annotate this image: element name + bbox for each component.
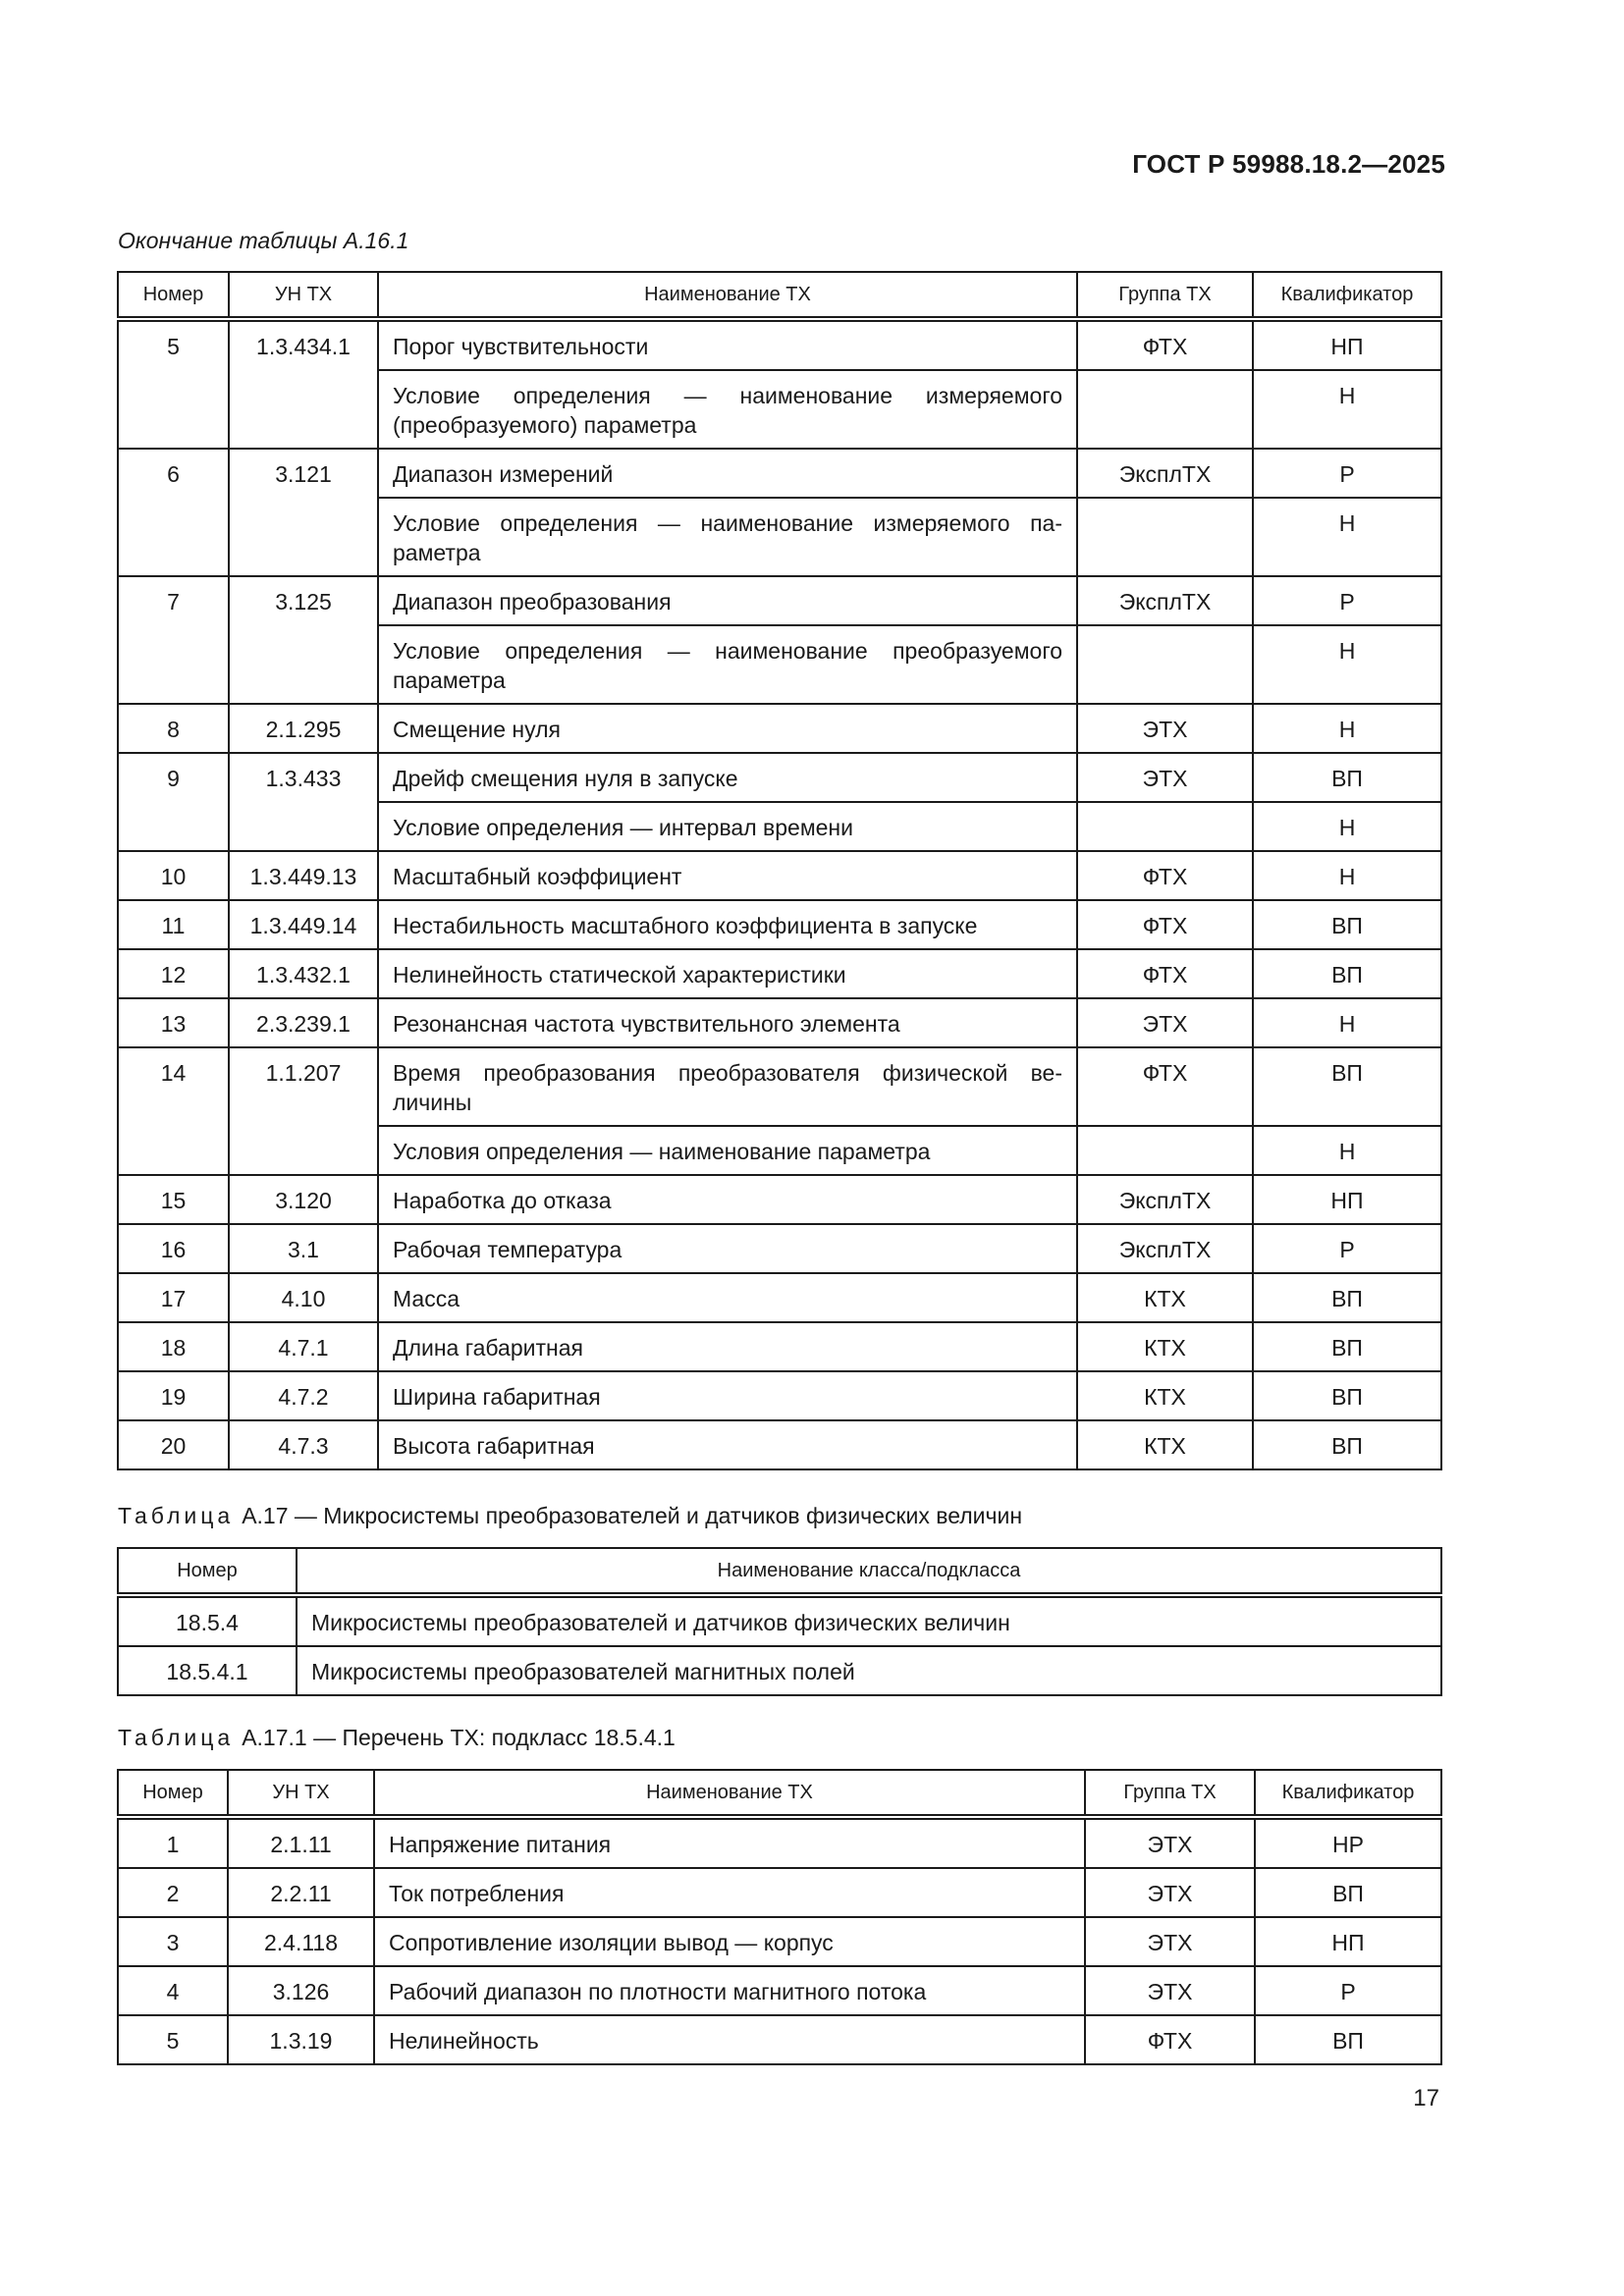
table-header-row bbox=[118, 1770, 1441, 1817]
char-group: ЭТХ bbox=[1085, 1917, 1255, 1966]
char-qualifier: Н bbox=[1253, 851, 1441, 900]
char-name: Условие определения — наименование преобразуемого параметра bbox=[378, 625, 1077, 704]
char-qualifier: ВП bbox=[1253, 1420, 1441, 1469]
char-group: ФТХ bbox=[1077, 851, 1253, 900]
table-a17 bbox=[117, 1547, 1442, 1696]
table-row bbox=[118, 1224, 1441, 1273]
char-code: 1.3.433 bbox=[229, 753, 378, 851]
column-header: Номер bbox=[118, 1548, 297, 1595]
char-group: ЭксплТХ bbox=[1077, 449, 1253, 498]
char-name: Нестабильность масштабного коэффициента в запуске bbox=[378, 900, 1077, 949]
char-name: Порог чувствительности bbox=[378, 319, 1077, 370]
table-row bbox=[118, 998, 1441, 1047]
char-code: 1.3.432.1 bbox=[229, 949, 378, 998]
table-header-row bbox=[118, 272, 1441, 319]
row-number: 5 bbox=[118, 2015, 228, 2064]
caption-prefix: Таблица bbox=[118, 1725, 235, 1750]
char-code: 2.1.295 bbox=[229, 704, 378, 753]
char-group bbox=[1077, 802, 1253, 851]
char-code: 2.3.239.1 bbox=[229, 998, 378, 1047]
char-code: 3.1 bbox=[229, 1224, 378, 1273]
row-number: 12 bbox=[118, 949, 229, 998]
char-code: 3.120 bbox=[229, 1175, 378, 1224]
char-group: ФТХ bbox=[1077, 949, 1253, 998]
table-row bbox=[118, 1595, 1441, 1646]
char-code: 1.1.207 bbox=[229, 1047, 378, 1175]
char-qualifier: ВП bbox=[1253, 949, 1441, 998]
row-number: 13 bbox=[118, 998, 229, 1047]
char-code: 1.3.19 bbox=[228, 2015, 374, 2064]
char-code: 4.7.3 bbox=[229, 1420, 378, 1469]
char-qualifier: ВП bbox=[1253, 753, 1441, 802]
row-number: 18 bbox=[118, 1322, 229, 1371]
row-number: 11 bbox=[118, 900, 229, 949]
table-row bbox=[118, 1966, 1441, 2015]
class-number: 18.5.4 bbox=[118, 1595, 297, 1646]
column-header: УН ТХ bbox=[228, 1770, 374, 1817]
char-group: ФТХ bbox=[1085, 2015, 1255, 2064]
table-row bbox=[118, 576, 1441, 625]
char-group: ЭТХ bbox=[1085, 1868, 1255, 1917]
char-qualifier: Р bbox=[1255, 1966, 1441, 2015]
table-a17-caption bbox=[118, 1503, 1022, 1529]
char-qualifier: ВП bbox=[1253, 1371, 1441, 1420]
char-code: 4.7.1 bbox=[229, 1322, 378, 1371]
char-name: Условия определения — наименование параметра bbox=[378, 1126, 1077, 1175]
char-group: КТХ bbox=[1077, 1322, 1253, 1371]
char-code: 2.4.118 bbox=[228, 1917, 374, 1966]
table-row bbox=[118, 1371, 1441, 1420]
column-header: Группа ТХ bbox=[1085, 1770, 1255, 1817]
row-number: 1 bbox=[118, 1817, 228, 1868]
char-group: ЭксплТХ bbox=[1077, 576, 1253, 625]
row-number: 5 bbox=[118, 319, 229, 449]
char-name: Масса bbox=[378, 1273, 1077, 1322]
table-row bbox=[118, 753, 1441, 802]
char-code: 1.3.449.14 bbox=[229, 900, 378, 949]
class-name: Микросистемы преобразователей магнитных полей bbox=[297, 1646, 1441, 1695]
row-number: 7 bbox=[118, 576, 229, 704]
table-row bbox=[118, 449, 1441, 498]
char-group: ЭТХ bbox=[1077, 998, 1253, 1047]
char-group: ЭТХ bbox=[1085, 1817, 1255, 1868]
table-row bbox=[118, 900, 1441, 949]
char-name: Масштабный коэффициент bbox=[378, 851, 1077, 900]
char-code: 4.7.2 bbox=[229, 1371, 378, 1420]
char-qualifier: ВП bbox=[1253, 900, 1441, 949]
char-qualifier: Р bbox=[1253, 576, 1441, 625]
row-number: 17 bbox=[118, 1273, 229, 1322]
char-group: ФТХ bbox=[1077, 1047, 1253, 1126]
row-number: 6 bbox=[118, 449, 229, 576]
row-number: 16 bbox=[118, 1224, 229, 1273]
char-code: 3.125 bbox=[229, 576, 378, 704]
char-qualifier: НП bbox=[1253, 1175, 1441, 1224]
table-row bbox=[118, 949, 1441, 998]
char-qualifier: Н bbox=[1253, 704, 1441, 753]
row-number: 20 bbox=[118, 1420, 229, 1469]
char-name: Диапазон измерений bbox=[378, 449, 1077, 498]
char-group bbox=[1077, 1126, 1253, 1175]
char-name: Ширина габаритная bbox=[378, 1371, 1077, 1420]
column-header: Квалификатор bbox=[1253, 272, 1441, 319]
row-number: 9 bbox=[118, 753, 229, 851]
row-number: 3 bbox=[118, 1917, 228, 1966]
char-qualifier: Н bbox=[1253, 998, 1441, 1047]
table-row bbox=[118, 704, 1441, 753]
char-qualifier: НП bbox=[1255, 1917, 1441, 1966]
char-qualifier: Н bbox=[1253, 1126, 1441, 1175]
char-qualifier: Н bbox=[1253, 498, 1441, 576]
char-qualifier: ВП bbox=[1253, 1273, 1441, 1322]
char-code: 1.3.449.13 bbox=[229, 851, 378, 900]
table-row bbox=[118, 1322, 1441, 1371]
char-qualifier: ВП bbox=[1255, 2015, 1441, 2064]
table-row bbox=[118, 2015, 1441, 2064]
row-number: 15 bbox=[118, 1175, 229, 1224]
char-group: ФТХ bbox=[1077, 900, 1253, 949]
table-row bbox=[118, 1917, 1441, 1966]
column-header: Наименование класса/подкласса bbox=[297, 1548, 1441, 1595]
char-qualifier: ВП bbox=[1255, 1868, 1441, 1917]
char-name: Высота габаритная bbox=[378, 1420, 1077, 1469]
char-name: Условие определения — наименование измеряемого параметра bbox=[378, 498, 1077, 576]
column-header: УН ТХ bbox=[229, 272, 378, 319]
table-row bbox=[118, 1420, 1441, 1469]
table-a17-1-caption bbox=[118, 1725, 676, 1751]
char-group bbox=[1077, 498, 1253, 576]
table-a16-1-caption: Окончание таблицы А.16.1 bbox=[118, 228, 409, 253]
char-group: КТХ bbox=[1077, 1371, 1253, 1420]
char-group: ЭксплТХ bbox=[1077, 1175, 1253, 1224]
char-group: ЭксплТХ bbox=[1077, 1224, 1253, 1273]
char-code: 3.126 bbox=[228, 1966, 374, 2015]
char-name: Напряжение питания bbox=[374, 1817, 1085, 1868]
char-name: Длина габаритная bbox=[378, 1322, 1077, 1371]
char-qualifier: НР bbox=[1255, 1817, 1441, 1868]
table-row bbox=[118, 851, 1441, 900]
char-name: Резонансная частота чувствительного элемента bbox=[378, 998, 1077, 1047]
char-name: Нелинейность bbox=[374, 2015, 1085, 2064]
char-name: Наработка до отказа bbox=[378, 1175, 1077, 1224]
char-code: 3.121 bbox=[229, 449, 378, 576]
column-header: Квалификатор bbox=[1255, 1770, 1441, 1817]
table-row bbox=[118, 1175, 1441, 1224]
char-qualifier: Р bbox=[1253, 449, 1441, 498]
char-qualifier: ВП bbox=[1253, 1322, 1441, 1371]
table-a16-1 bbox=[117, 271, 1442, 1470]
char-qualifier: Н bbox=[1253, 625, 1441, 704]
char-name: Условие определения — наименование измеряемого (преобразуемого) параметра bbox=[378, 370, 1077, 449]
row-number: 10 bbox=[118, 851, 229, 900]
char-name: Дрейф смещения нуля в запуске bbox=[378, 753, 1077, 802]
column-header: Наименование ТХ bbox=[374, 1770, 1085, 1817]
row-number: 2 bbox=[118, 1868, 228, 1917]
table-a17-1 bbox=[117, 1769, 1442, 2065]
char-name: Условие определения — интервал времени bbox=[378, 802, 1077, 851]
char-name: Нелинейность статической характеристики bbox=[378, 949, 1077, 998]
column-header: Номер bbox=[118, 1770, 228, 1817]
char-name: Время преобразования преобразователя физической величины bbox=[378, 1047, 1077, 1126]
char-name: Диапазон преобразования bbox=[378, 576, 1077, 625]
char-qualifier: НП bbox=[1253, 319, 1441, 370]
char-qualifier: Н bbox=[1253, 370, 1441, 449]
char-name: Ток потребления bbox=[374, 1868, 1085, 1917]
class-number: 18.5.4.1 bbox=[118, 1646, 297, 1695]
char-name: Сопротивление изоляции вывод — корпус bbox=[374, 1917, 1085, 1966]
char-group bbox=[1077, 370, 1253, 449]
caption-prefix: Таблица bbox=[118, 1503, 235, 1528]
char-group: ЭТХ bbox=[1077, 753, 1253, 802]
char-code: 1.3.434.1 bbox=[229, 319, 378, 449]
table-row bbox=[118, 1868, 1441, 1917]
caption-text: А.17.1 — Перечень ТХ: подкласс 18.5.4.1 bbox=[242, 1725, 676, 1750]
table-row bbox=[118, 1817, 1441, 1868]
table-row bbox=[118, 319, 1441, 370]
char-group: ФТХ bbox=[1077, 319, 1253, 370]
char-name: Рабочий диапазон по плотности магнитного потока bbox=[374, 1966, 1085, 2015]
column-header: Группа ТХ bbox=[1077, 272, 1253, 319]
char-code: 4.10 bbox=[229, 1273, 378, 1322]
row-number: 8 bbox=[118, 704, 229, 753]
column-header: Наименование ТХ bbox=[378, 272, 1077, 319]
char-name: Рабочая температура bbox=[378, 1224, 1077, 1273]
char-name: Смещение нуля bbox=[378, 704, 1077, 753]
char-group bbox=[1077, 625, 1253, 704]
document-code: ГОСТ Р 59988.18.2—2025 bbox=[1132, 149, 1445, 179]
char-qualifier: Н bbox=[1253, 802, 1441, 851]
char-group: ЭТХ bbox=[1077, 704, 1253, 753]
row-number: 14 bbox=[118, 1047, 229, 1175]
char-qualifier: ВП bbox=[1253, 1047, 1441, 1126]
row-number: 19 bbox=[118, 1371, 229, 1420]
char-qualifier: Р bbox=[1253, 1224, 1441, 1273]
caption-text: А.17 — Микросистемы преобразователей и датчиков физических величин bbox=[242, 1503, 1023, 1528]
table-header-row bbox=[118, 1548, 1441, 1595]
char-code: 2.2.11 bbox=[228, 1868, 374, 1917]
char-group: КТХ bbox=[1077, 1420, 1253, 1469]
table-row bbox=[118, 1273, 1441, 1322]
table-row bbox=[118, 1047, 1441, 1126]
table-row bbox=[118, 1646, 1441, 1695]
class-name: Микросистемы преобразователей и датчиков физических величин bbox=[297, 1595, 1441, 1646]
row-number: 4 bbox=[118, 1966, 228, 2015]
char-group: КТХ bbox=[1077, 1273, 1253, 1322]
char-code: 2.1.11 bbox=[228, 1817, 374, 1868]
char-group: ЭТХ bbox=[1085, 1966, 1255, 2015]
page-number: 17 bbox=[1413, 2085, 1439, 2111]
column-header: Номер bbox=[118, 272, 229, 319]
